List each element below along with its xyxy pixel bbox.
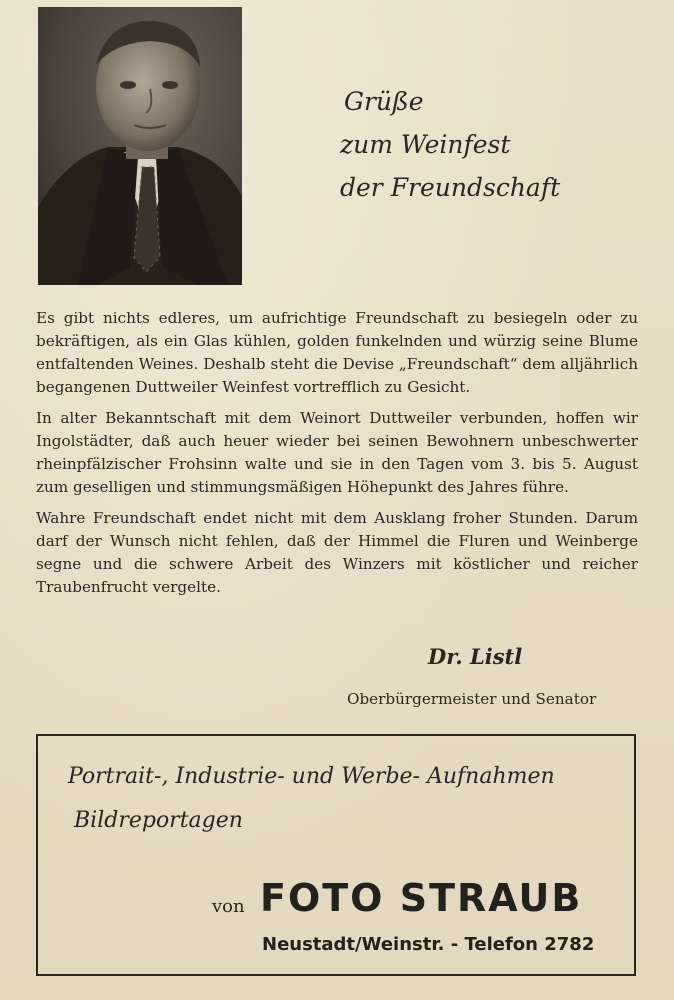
- ad-services-line: Portrait-, Industrie- und Werbe- Aufnahmen: [68, 764, 555, 789]
- signature-title: Oberbürgermeister und Senator: [347, 690, 597, 708]
- greeting-line-2: zum Weinfest: [340, 130, 511, 159]
- paragraph-2: In alter Bekanntschaft mit dem Weinort Duttweiler verbunden, hoffen wir Ingolstädter, daß auch heuer wieder bei seinen Bewohnern unbeschwerter rheinpfälzischer Frohsinn walte und sie in den Tagen vom 3. bis 5. August zum geselligen und stimmungsmäßigen Höhepunkt des Jahres führe.: [36, 409, 638, 496]
- greeting-line-1: Grüße: [344, 87, 424, 116]
- ad-brand-name: FOTO STRAUB: [260, 876, 583, 920]
- paragraph-1: Es gibt nichts edleres, um aufrichtige Freundschaft zu besiegeln oder zu bekräftigen, als ein Glas kühlen, golden funkelnden und würzig seine Blume entfaltenden Weines. Deshalb steht die Devise „Freundschaft“ dem alljährlich begangenen Duttweiler Weinfest vortrefflich zu Gesicht.: [36, 309, 638, 396]
- greeting-line-3: der Freundschaft: [340, 173, 561, 202]
- ad-reportage-line: Bildreportagen: [74, 808, 243, 833]
- greeting-body: [36, 307, 638, 607]
- ad-von-label: von: [212, 896, 245, 917]
- paragraph-3: Wahre Freundschaft endet nicht mit dem Ausklang froher Stunden. Darum darf der Wunsch nicht fehlen, daß der Himmel die Fluren und Weinberge segne und die schwere Arbeit des Winzers mit köstlicher und reicher Traubenfrucht vergelte.: [36, 509, 638, 596]
- advertisement-box: [36, 734, 636, 976]
- greeting-heading: [336, 80, 636, 209]
- signature-name: Dr. Listl: [428, 644, 523, 669]
- portrait-photo: [38, 7, 242, 285]
- ad-address-phone: Neustadt/Weinstr. - Telefon 2782: [262, 934, 595, 955]
- portrait-image: [38, 7, 242, 285]
